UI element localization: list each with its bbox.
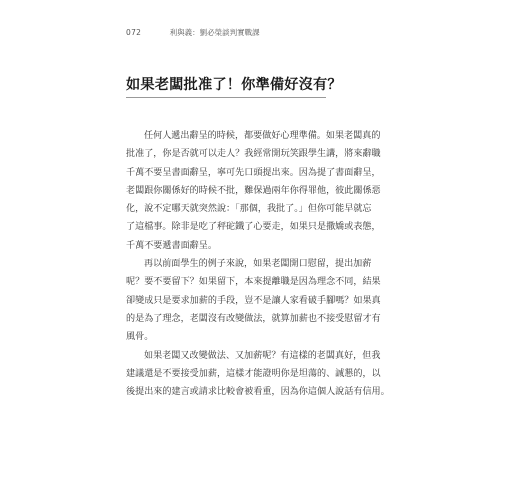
text-line: 千萬不要呈書面辭呈，寧可先口頭提出來。因為提了書面辭呈， [126, 167, 381, 178]
section-title: 如果老闆批准了！你準備好沒有？ [126, 77, 342, 93]
text-line: 建議還是不要接受加薪，這樣才能證明你是坦蕩的、誠懇的，以 [126, 368, 381, 379]
running-header [126, 27, 260, 38]
paragraph-3 [126, 347, 394, 402]
text-line: 呢？要不要留下？如果留下，本來提離職是因為理念不同，結果 [126, 277, 381, 288]
text-line: 後提出來的建言或請求比較會被看重，因為你這個人說話有信用。 [126, 387, 390, 398]
section-heading [126, 74, 342, 98]
text-line: 卻變成只是要求加薪的手段，豈不是讓人家看破手腳嗎？如果真 [126, 295, 381, 306]
title-underline [126, 97, 326, 98]
text-line: 千萬不要遞書面辭呈。 [126, 240, 217, 251]
body-text [126, 127, 394, 401]
text-line: 如果老闆又改變做法、又加薪呢？有這樣的老闆真好，但我 [144, 350, 381, 361]
text-line: 的是為了理念，老闆沒有改變做法，就算加薪也不接受慰留才有 [126, 313, 381, 324]
text-line: 化，說不定哪天就突然說：「那個，我批了。」但你可能早就忘 [126, 204, 372, 215]
text-line: 批准了，你是否就可以走人？我經常開玩笑跟學生講，將來辭職 [126, 149, 381, 160]
page-number: 072 [126, 28, 142, 37]
text-line: 老闆跟你關係好的時候不批，難保過兩年你得罪他，彼此關係惡 [126, 185, 381, 196]
text-line: 風骨。 [126, 332, 154, 343]
book-title: 利與義：劉必榮談判實戰課 [169, 28, 260, 37]
text-line: 任何人遞出辭呈的時候，都要做好心理準備。如果老闆真的 [144, 131, 381, 141]
paragraph-2 [126, 255, 394, 346]
paragraph-1 [126, 127, 394, 255]
text-line: 了這檔事。除非是吃了秤砣鐵了心要走，如果只是撒嬌或表態， [126, 222, 381, 233]
text-line: 再以前面學生的例子來說，如果老闆開口慰留，提出加薪 [144, 259, 372, 270]
